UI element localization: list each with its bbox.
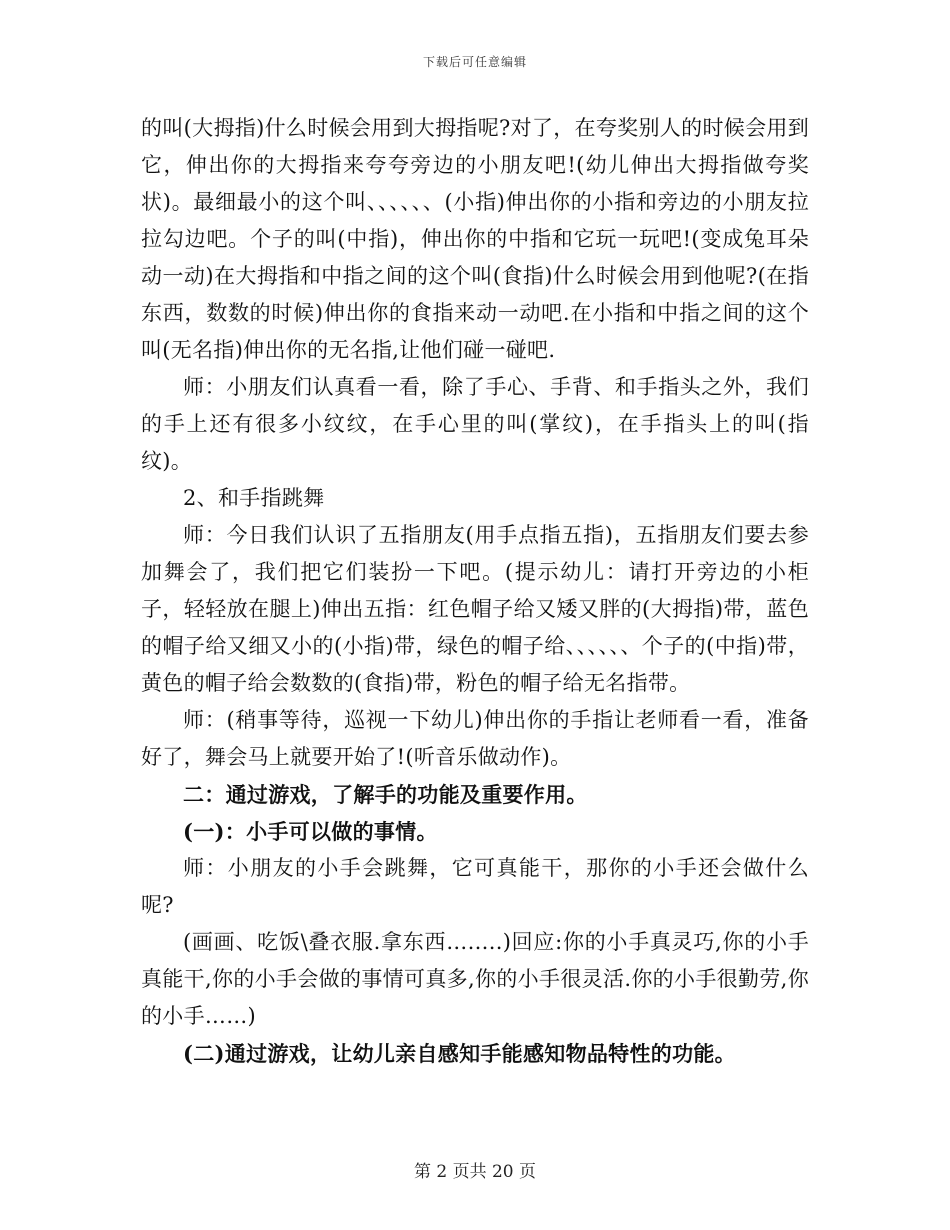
paragraph-finger-names: 的叫(大拇指)什么时候会用到大拇指呢?对了，在夸奖别人的时候会用到它，伸出你的大拇指来夸夸旁边的小朋友吧!(幼儿伸出大拇指做夸奖状)。最细最小的这个叫、、、、、、(小指)伸出你的小指和旁边的小朋友拉拉勾边吧。个子的叫(中指)，伸出你的中指和它玩一玩吧!(变成兔耳朵动一动)在大拇指和中指之间的这个叫(食指)什么时候会用到他呢?(在指东西，数数的时候)伸出你的食指来动一动吧.在小指和中指之间的这个叫(无名指)伸出你的无名指,让他们碰一碰吧.	[141, 116, 809, 362]
paragraph-dance-hats: 师：今日我们认识了五指朋友(用手点指五指)，五指朋友们要去参加舞会了，我们把它们装扮一下吧。(提示幼儿：请打开旁边的小柜子，轻轻放在腿上)伸出五指：红色帽子给又矮又胖的(大拇指)带，蓝色的帽子给又细又小的(小指)带，绿色的帽子给、、、、、、个子的(中指)带，黄色的帽子给会数数的(食指)带，粉色的帽子给无名指带。	[141, 523, 809, 695]
page-header: 下载后可任意编辑	[422, 55, 527, 69]
paragraph-dance-start: 师：(稍事等待，巡视一下幼儿)伸出你的手指让老师看一看，准备好了，舞会马上就要开始了!(听音乐做动作)。	[141, 708, 809, 769]
section-heading-finger-dance: 2、和手指跳舞	[183, 486, 325, 510]
paragraph-teacher-question: 师：小朋友的小手会跳舞，它可真能干，那你的小手还会做什么呢?	[141, 856, 809, 917]
paragraph-hand-lines: 师：小朋友们认真看一看，除了手心、手背、和手指头之外，我们的手上还有很多小纹纹，在手心里的叫(掌纹)，在手指头上的叫(指纹)。	[141, 375, 809, 473]
subheading-hand-tasks: (一)：小手可以做的事情。	[183, 819, 438, 844]
document-body	[141, 110, 809, 1072]
page-footer: 第 2 页共 20 页	[413, 1162, 537, 1182]
subheading-perception-game: (二)通过游戏，让幼儿亲自感知手能感知物品特性的功能。	[183, 1041, 736, 1066]
paragraph-child-answers: (画画、吃饭\叠衣服.拿东西……..)回应:你的小手真灵巧,你的小手真能干,你的小手会做的事情可真多,你的小手很灵活.你的小手很勤劳,你的小手……)	[141, 930, 809, 1028]
section-heading-hand-function: 二：通过游戏，了解手的功能及重要作用。	[183, 782, 588, 807]
